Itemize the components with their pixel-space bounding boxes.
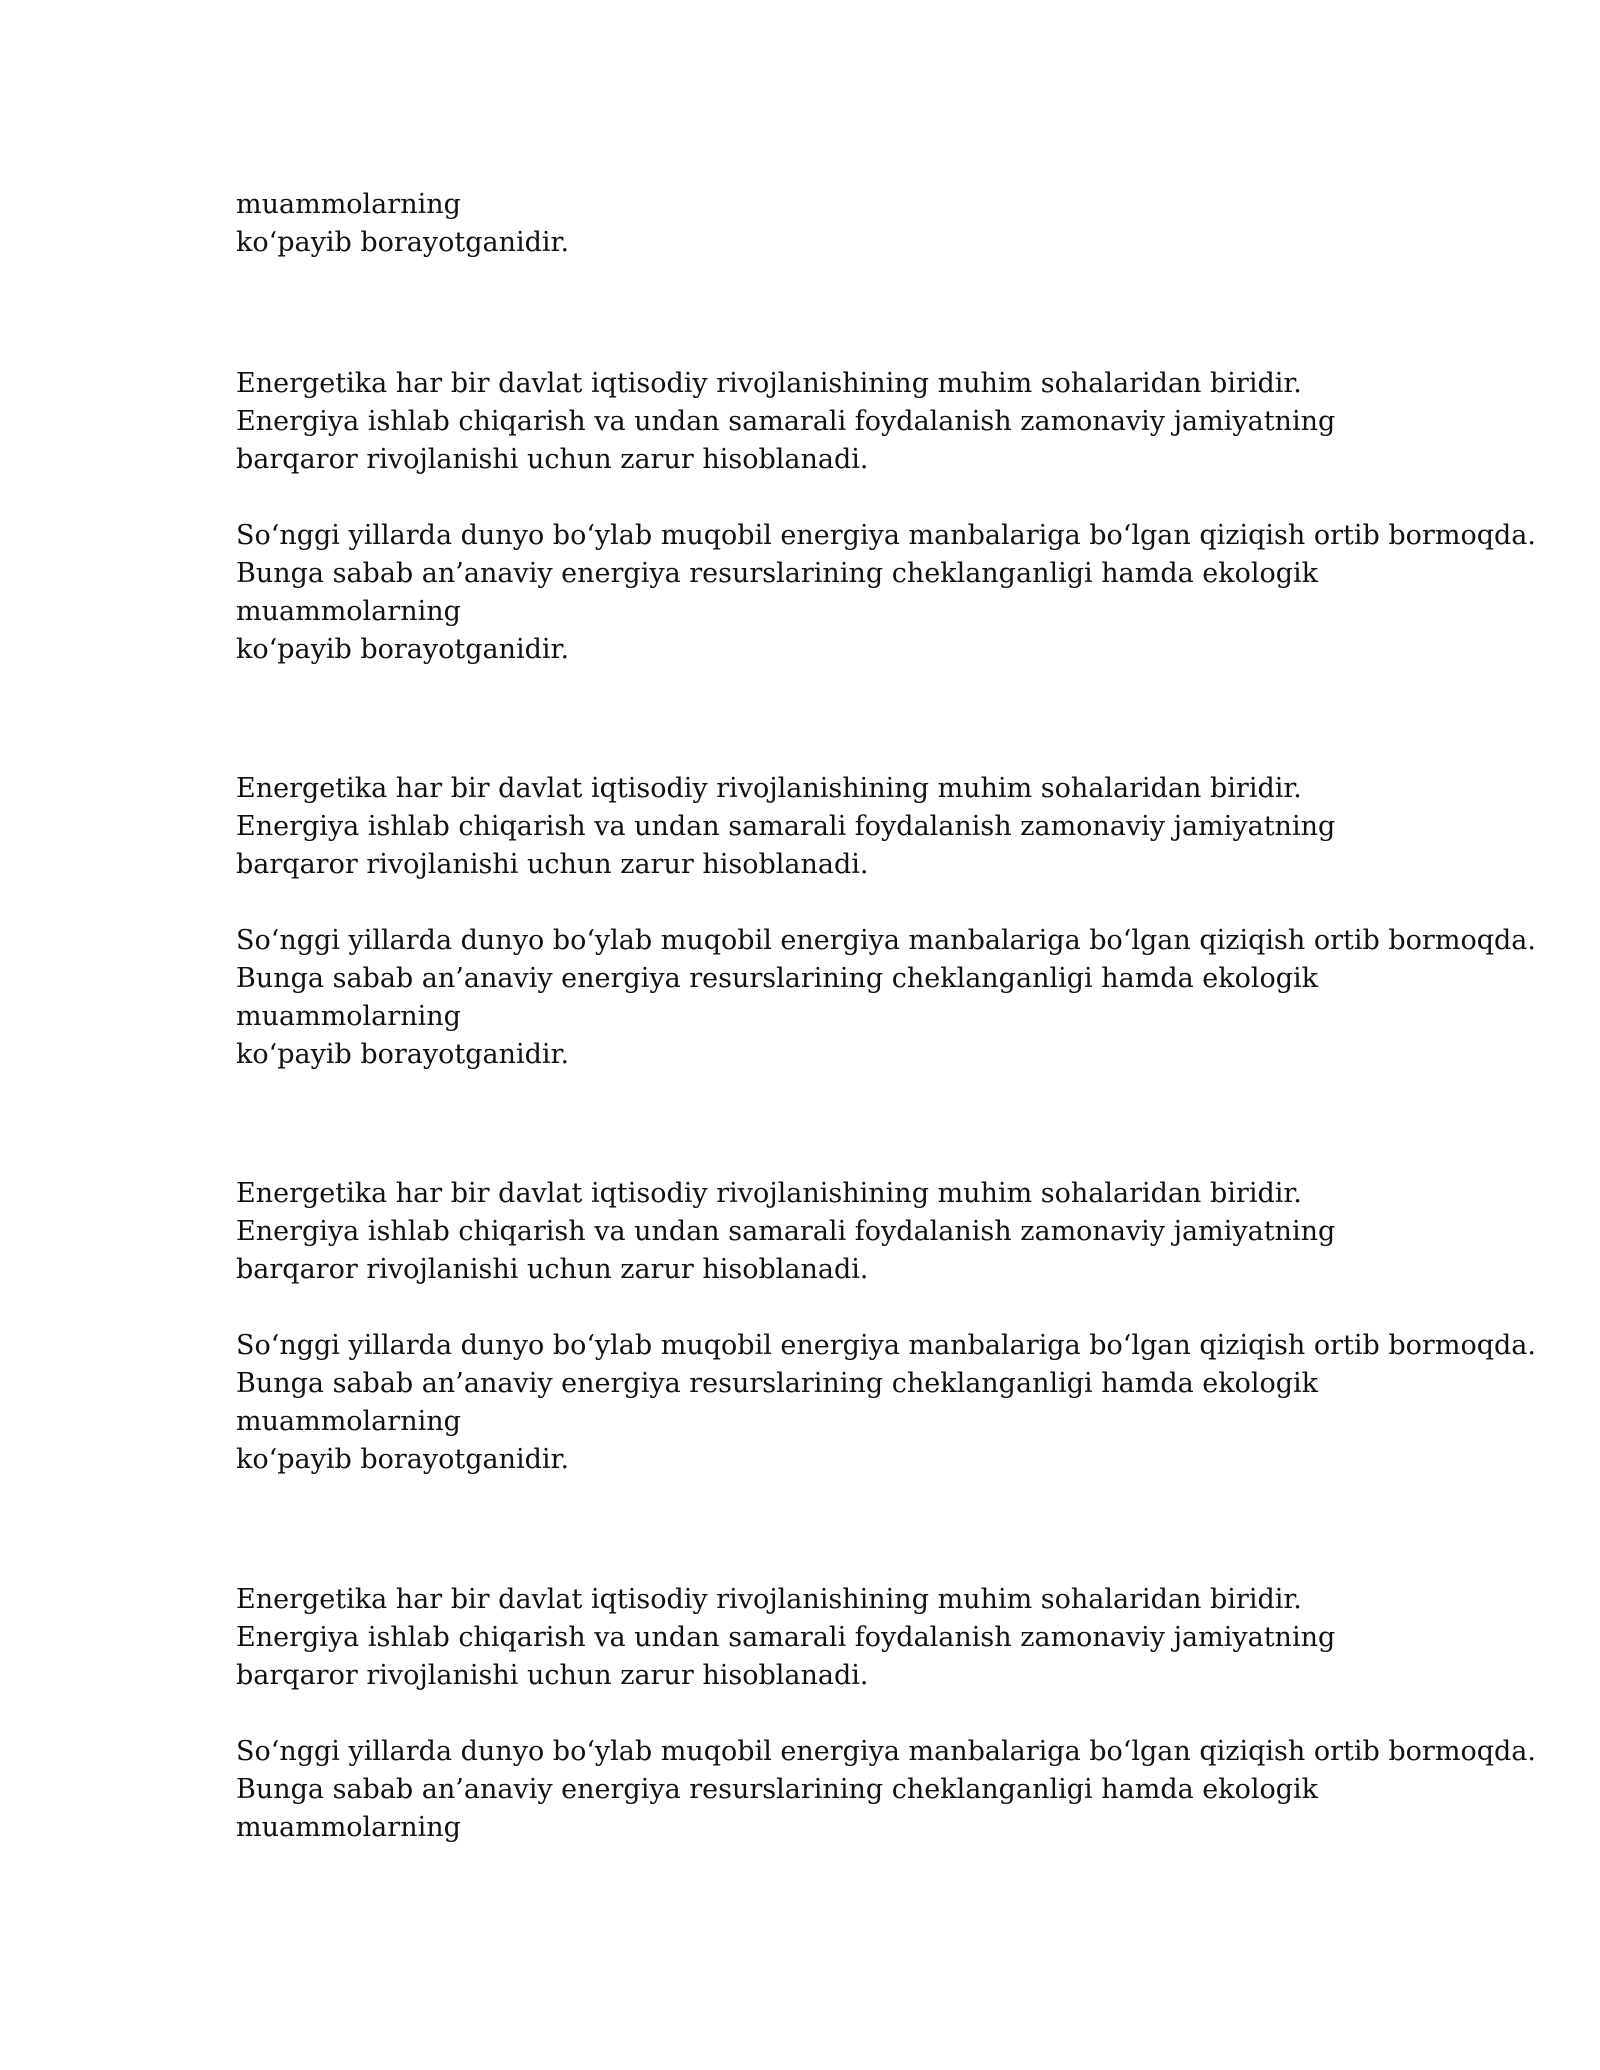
text-line: muammolarning: [236, 1001, 461, 1032]
text-line: Energiya ishlab chiqarish va undan samarali foydalanish zamonaviy jamiyatning: [236, 406, 1336, 437]
text-line: Energiya ishlab chiqarish va undan samarali foydalanish zamonaviy jamiyatning: [236, 1216, 1336, 1247]
text-line: Bunga sabab an’anaviy energiya resurslarining cheklanganligi hamda ekologik: [236, 1774, 1319, 1805]
text-line: Bunga sabab an’anaviy energiya resurslarining cheklanganligi hamda ekologik: [236, 963, 1319, 994]
text-line: Energetika har bir davlat iqtisodiy rivojlanishining muhim sohalaridan biridir.: [236, 368, 1302, 399]
text-line: muammolarning: [236, 596, 461, 627]
text-line: ko‘payib borayotganidir.: [236, 1444, 570, 1475]
text-line: So‘nggi yillarda dunyo bo‘ylab muqobil energiya manbalariga bo‘lgan qiziqish ortib bormoqda.: [236, 1736, 1536, 1767]
text-line: ko‘payib borayotganidir.: [236, 227, 570, 258]
text-line: Energetika har bir davlat iqtisodiy rivojlanishining muhim sohalaridan biridir.: [236, 773, 1302, 804]
text-line: barqaror rivojlanishi uchun zarur hisoblanadi.: [236, 444, 869, 475]
text-line: Energiya ishlab chiqarish va undan samarali foydalanish zamonaviy jamiyatning: [236, 1622, 1336, 1653]
text-line: So‘nggi yillarda dunyo bo‘ylab muqobil energiya manbalariga bo‘lgan qiziqish ortib bormoqda.: [236, 925, 1536, 956]
paragraph-body-3: [236, 1327, 1536, 1479]
paragraph-intro-1: [236, 365, 1335, 479]
text-line: barqaror rivojlanishi uchun zarur hisoblanadi.: [236, 1660, 869, 1691]
text-line: So‘nggi yillarda dunyo bo‘ylab muqobil energiya manbalariga bo‘lgan qiziqish ortib bormoqda.: [236, 520, 1536, 551]
text-line: Energetika har bir davlat iqtisodiy rivojlanishining muhim sohalaridan biridir.: [236, 1178, 1302, 1209]
text-line: muammolarning: [236, 1406, 461, 1437]
text-line: Bunga sabab an’anaviy energiya resurslarining cheklanganligi hamda ekologik: [236, 558, 1319, 589]
text-line: So‘nggi yillarda dunyo bo‘ylab muqobil energiya manbalariga bo‘lgan qiziqish ortib bormoqda.: [236, 1330, 1536, 1361]
text-line: ko‘payib borayotganidir.: [236, 634, 570, 665]
text-line: Energiya ishlab chiqarish va undan samarali foydalanish zamonaviy jamiyatning: [236, 811, 1336, 842]
text-line: barqaror rivojlanishi uchun zarur hisoblanadi.: [236, 1254, 869, 1285]
paragraph-intro-4: [236, 1581, 1335, 1695]
text-line: ko‘payib borayotganidir.: [236, 1039, 570, 1070]
paragraph-intro-2: [236, 770, 1335, 884]
text-line: muammolarning: [236, 189, 461, 220]
text-line: Bunga sabab an’anaviy energiya resurslarining cheklanganligi hamda ekologik: [236, 1368, 1319, 1399]
paragraph-body-1: [236, 517, 1536, 669]
paragraph-intro-3: [236, 1175, 1335, 1289]
paragraph-body-4: [236, 1733, 1536, 1847]
text-line: Energetika har bir davlat iqtisodiy rivojlanishining muhim sohalaridan biridir.: [236, 1584, 1302, 1615]
text-line: muammolarning: [236, 1812, 461, 1843]
text-line: barqaror rivojlanishi uchun zarur hisoblanadi.: [236, 849, 869, 880]
paragraph-body-2: [236, 922, 1536, 1074]
paragraph-fragment-top: [236, 186, 569, 262]
